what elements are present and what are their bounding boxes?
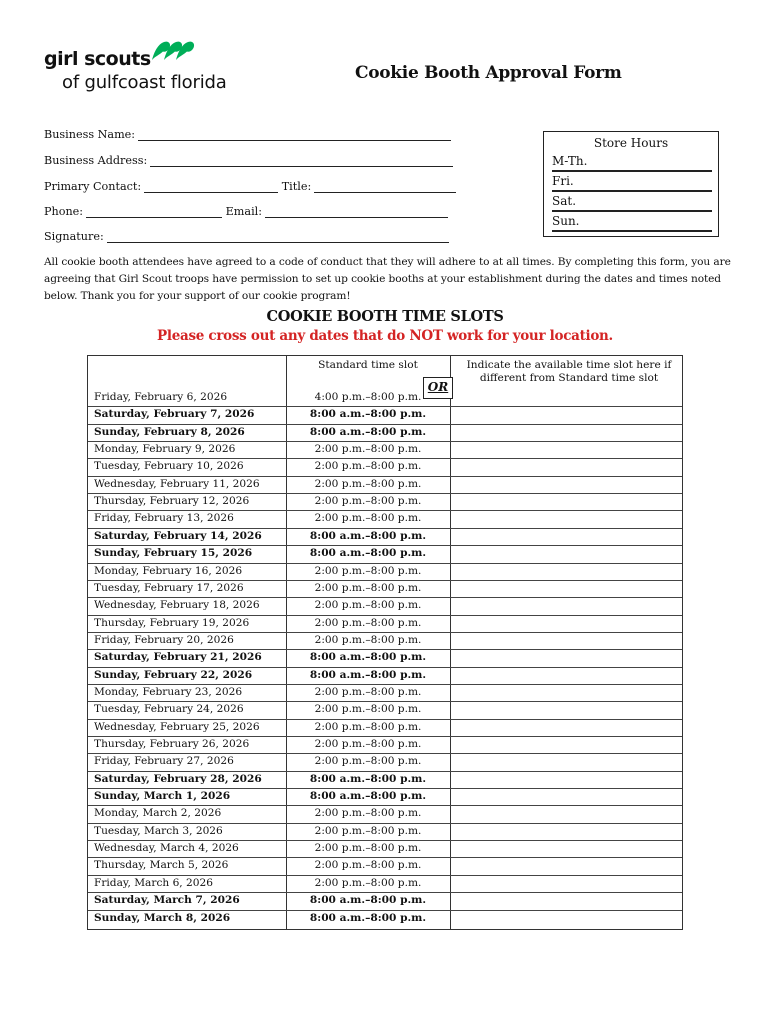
slot-date: Tuesday, February 10, 2026: [94, 460, 244, 473]
slot-time: 8:00 a.m.–8:00 p.m.: [309, 547, 427, 560]
slot-time: 2:00 p.m.–8:00 p.m.: [314, 842, 422, 855]
alternate-slot-cell[interactable]: [451, 649, 682, 666]
alternate-slot-cell[interactable]: [451, 424, 682, 441]
alternate-slot-cell[interactable]: [451, 805, 682, 822]
slot-time: 2:00 p.m.–8:00 p.m.: [314, 633, 422, 646]
row-divider: [88, 545, 682, 546]
row-divider: [88, 753, 682, 754]
alternate-slot-cell[interactable]: [451, 545, 682, 562]
table-row[interactable]: [88, 771, 682, 788]
table-row[interactable]: [88, 701, 682, 718]
or-badge: OR: [423, 377, 453, 399]
slot-time: 2:00 p.m.–8:00 p.m.: [314, 685, 422, 698]
slot-date: Thursday, February 26, 2026: [94, 738, 250, 750]
slot-date: Monday, February 23, 2026: [94, 685, 243, 698]
store-hours-mth[interactable]: M-Th.: [552, 152, 712, 172]
slots-subtitle: Please cross out any dates that do NOT work for your location.: [157, 328, 613, 344]
slot-time: 2:00 p.m.–8:00 p.m.: [314, 512, 422, 525]
slot-date: Sunday, February 8, 2026: [94, 425, 245, 438]
row-divider: [88, 580, 682, 581]
row-divider: [88, 528, 682, 529]
slot-date: Friday, February 27, 2026: [94, 755, 234, 768]
logo-line-1: girl scouts: [44, 48, 151, 70]
slot-date: Sunday, March 8, 2026: [94, 911, 231, 924]
slot-date: Sunday, March 1, 2026: [94, 790, 231, 803]
business-address-row: [44, 154, 453, 167]
alternate-slot-cell[interactable]: [451, 528, 682, 545]
signature-label: Signature:: [44, 230, 104, 243]
row-divider: [88, 458, 682, 459]
slot-date: Tuesday, February 17, 2026: [94, 581, 244, 594]
alternate-slot-cell[interactable]: [451, 476, 682, 493]
store-hours-sat[interactable]: Sat.: [552, 192, 712, 212]
slot-time: 2:00 p.m.–8:00 p.m.: [314, 460, 422, 473]
slot-date: Friday, February 6, 2026: [94, 391, 228, 403]
slot-time: 2:00 p.m.–8:00 p.m.: [314, 720, 422, 733]
alternate-slot-header: Indicate the available time slot here if different from Standard time slot: [466, 359, 672, 384]
business-address-field[interactable]: [150, 155, 453, 167]
table-row[interactable]: [88, 458, 682, 475]
table-row[interactable]: [88, 649, 682, 666]
primary-contact-field[interactable]: [144, 181, 278, 193]
alternate-slot-cell[interactable]: [451, 632, 682, 649]
row-divider: [88, 406, 682, 407]
row-divider: [88, 615, 682, 616]
row-divider: [88, 823, 682, 824]
alternate-slot-cell[interactable]: [451, 736, 682, 753]
table-row[interactable]: [88, 823, 682, 840]
slot-date: Monday, February 9, 2026: [94, 443, 236, 456]
alternate-slot-cell[interactable]: [451, 771, 682, 788]
slot-time: 2:00 p.m.–8:00 p.m.: [314, 581, 422, 594]
table-row[interactable]: [88, 580, 682, 597]
table-row[interactable]: [88, 406, 682, 423]
slot-time: 8:00 a.m.–8:00 p.m.: [309, 425, 427, 438]
store-hours-box: [543, 131, 719, 237]
slot-time: 2:00 p.m.–8:00 p.m.: [314, 477, 422, 490]
alternate-slot-cell[interactable]: [451, 441, 682, 458]
alternate-slot-cell[interactable]: [451, 615, 682, 632]
slot-date: Friday, February 20, 2026: [94, 633, 234, 646]
table-row[interactable]: [88, 857, 682, 874]
table-row[interactable]: [88, 545, 682, 562]
slot-date: Friday, February 13, 2026: [94, 512, 234, 525]
slot-date: Tuesday, March 3, 2026: [94, 824, 223, 837]
store-hours-title: Store Hours: [593, 136, 669, 150]
phone-row: [44, 205, 448, 218]
row-divider: [88, 476, 682, 477]
row-divider: [88, 892, 682, 893]
title-field[interactable]: [314, 181, 456, 193]
slot-time: 2:00 p.m.–8:00 p.m.: [314, 443, 422, 456]
slot-date: Saturday, February 14, 2026: [94, 529, 262, 542]
slot-time: 8:00 a.m.–8:00 p.m.: [309, 668, 427, 681]
store-hours-fri[interactable]: Fri.: [552, 172, 712, 192]
table-row[interactable]: [88, 840, 682, 857]
trefoil-icon: [150, 38, 202, 62]
slot-time: 2:00 p.m.–8:00 p.m.: [314, 703, 422, 716]
phone-field[interactable]: [86, 206, 222, 218]
table-row[interactable]: [88, 424, 682, 441]
table-row[interactable]: [88, 510, 682, 527]
row-divider: [88, 910, 682, 911]
alternate-slot-cell[interactable]: [451, 667, 682, 684]
alternate-slot-cell[interactable]: [451, 788, 682, 805]
table-row[interactable]: [88, 667, 682, 684]
slot-time: 2:00 p.m.–8:00 p.m.: [314, 859, 422, 872]
standard-slot-header: Standard time slot: [318, 359, 418, 371]
business-address-label: Business Address:: [44, 154, 148, 167]
table-row[interactable]: [88, 476, 682, 493]
email-label: Email:: [225, 205, 263, 218]
business-name-field[interactable]: [138, 129, 451, 141]
slot-date: Thursday, February 12, 2026: [94, 495, 250, 508]
business-name-label: Business Name:: [44, 128, 136, 141]
slot-date: Monday, March 2, 2026: [94, 807, 222, 820]
row-divider: [88, 719, 682, 720]
table-row[interactable]: [88, 719, 682, 736]
slot-date: Sunday, February 15, 2026: [94, 547, 253, 560]
slot-time: 2:00 p.m.–8:00 p.m.: [314, 738, 422, 750]
slot-time: 2:00 p.m.–8:00 p.m.: [314, 876, 422, 889]
signature-field[interactable]: [107, 231, 449, 243]
slots-title: COOKIE BOOTH TIME SLOTS: [266, 308, 504, 325]
row-divider: [88, 736, 682, 737]
alternate-slot-cell[interactable]: [451, 892, 682, 909]
alternate-slot-cell[interactable]: [451, 910, 682, 927]
business-name-row: [44, 128, 451, 141]
title-label: Title:: [281, 180, 312, 193]
alternate-slot-cell[interactable]: [451, 753, 682, 770]
alternate-slot-cell[interactable]: [451, 493, 682, 510]
slot-date: Wednesday, February 11, 2026: [94, 477, 260, 490]
alternate-slot-cell[interactable]: [451, 857, 682, 874]
intro-paragraph: All cookie booth attendees have agreed to a code of conduct that they will adhere to at all times. By completing this form, you are agreeing that Girl Scout troops have permission to set up cookie booths at your establishment during the dates and times noted below. Thank you for your support of our cookie program!: [44, 256, 731, 302]
slot-time: 8:00 a.m.–8:00 p.m.: [309, 408, 427, 421]
row-divider: [88, 701, 682, 702]
time-slot-table: [87, 355, 683, 930]
slot-time: 8:00 a.m.–8:00 p.m.: [309, 790, 427, 803]
primary-contact-row: [44, 180, 456, 193]
table-row[interactable]: [88, 441, 682, 458]
slot-date: Wednesday, February 18, 2026: [94, 599, 260, 612]
slot-date: Wednesday, February 25, 2026: [94, 720, 260, 733]
alternate-slot-cell[interactable]: [451, 823, 682, 840]
row-divider: [88, 875, 682, 876]
slot-time: 8:00 a.m.–8:00 p.m.: [309, 894, 427, 907]
row-divider: [88, 805, 682, 806]
store-hours-sun[interactable]: Sun.: [552, 212, 712, 232]
alternate-slot-cell[interactable]: [451, 389, 682, 406]
alternate-slot-cell[interactable]: [451, 406, 682, 423]
phone-label: Phone:: [44, 205, 84, 218]
row-divider: [88, 684, 682, 685]
organization-logo: [44, 38, 244, 100]
alternate-slot-cell[interactable]: [451, 719, 682, 736]
table-row[interactable]: [88, 528, 682, 545]
table-row[interactable]: [88, 753, 682, 770]
slot-date: Tuesday, February 24, 2026: [94, 703, 244, 716]
email-field[interactable]: [265, 206, 448, 218]
slot-time: 8:00 a.m.–8:00 p.m.: [309, 772, 427, 785]
slot-time: 4:00 p.m.–8:00 p.m.: [314, 391, 422, 403]
table-row[interactable]: [88, 910, 682, 927]
row-divider: [88, 632, 682, 633]
slot-time: 8:00 a.m.–8:00 p.m.: [309, 651, 427, 664]
table-row[interactable]: [88, 563, 682, 580]
row-divider: [88, 771, 682, 772]
alternate-slot-cell[interactable]: [451, 684, 682, 701]
slot-date: Monday, February 16, 2026: [94, 564, 243, 577]
slot-time: 2:00 p.m.–8:00 p.m.: [314, 564, 422, 577]
alternate-slot-cell[interactable]: [451, 510, 682, 527]
slot-time: 2:00 p.m.–8:00 p.m.: [314, 599, 422, 612]
slot-time: 2:00 p.m.–8:00 p.m.: [314, 824, 422, 837]
table-row[interactable]: [88, 875, 682, 892]
row-divider: [88, 563, 682, 564]
row-divider: [88, 493, 682, 494]
slot-date: Thursday, February 19, 2026: [94, 616, 250, 629]
alternate-slot-cell[interactable]: [451, 701, 682, 718]
alternate-slot-cell[interactable]: [451, 563, 682, 580]
row-divider: [88, 510, 682, 511]
alternate-slot-cell[interactable]: [451, 875, 682, 892]
row-divider: [88, 441, 682, 442]
slot-time: 8:00 a.m.–8:00 p.m.: [309, 529, 427, 542]
slot-date: Thursday, March 5, 2026: [94, 859, 229, 872]
slot-date: Saturday, March 7, 2026: [94, 894, 240, 907]
slot-date: Wednesday, March 4, 2026: [94, 842, 239, 855]
slot-date: Friday, March 6, 2026: [94, 876, 213, 889]
table-row[interactable]: [88, 615, 682, 632]
slot-time: 2:00 p.m.–8:00 p.m.: [314, 495, 422, 508]
row-divider: [88, 597, 682, 598]
slot-time: 2:00 p.m.–8:00 p.m.: [314, 616, 422, 629]
slot-date: Saturday, February 28, 2026: [94, 772, 262, 785]
slot-date: Saturday, February 21, 2026: [94, 651, 262, 664]
signature-row: [44, 230, 449, 243]
table-row[interactable]: [88, 892, 682, 909]
row-divider: [88, 857, 682, 858]
logo-line-2: of gulfcoast florida: [62, 72, 227, 93]
slot-time: 2:00 p.m.–8:00 p.m.: [314, 807, 422, 820]
slot-date: Sunday, February 22, 2026: [94, 668, 253, 681]
primary-contact-label: Primary Contact:: [44, 180, 142, 193]
alternate-slot-cell[interactable]: [451, 840, 682, 857]
slot-time: 8:00 a.m.–8:00 p.m.: [309, 911, 427, 924]
form-title: Cookie Booth Approval Form: [355, 63, 622, 83]
table-row[interactable]: [88, 493, 682, 510]
row-divider: [88, 788, 682, 789]
table-row[interactable]: [88, 389, 682, 406]
row-divider: [88, 424, 682, 425]
row-divider: [88, 649, 682, 650]
table-row[interactable]: [88, 632, 682, 649]
alternate-slot-cell[interactable]: [451, 597, 682, 614]
table-row[interactable]: [88, 684, 682, 701]
row-divider: [88, 667, 682, 668]
table-row[interactable]: [88, 736, 682, 753]
alternate-slot-cell[interactable]: [451, 458, 682, 475]
slot-date: Saturday, February 7, 2026: [94, 408, 255, 421]
row-divider: [88, 840, 682, 841]
table-row[interactable]: [88, 805, 682, 822]
alternate-slot-cell[interactable]: [451, 580, 682, 597]
table-row[interactable]: [88, 597, 682, 614]
table-row[interactable]: [88, 788, 682, 805]
slot-time: 2:00 p.m.–8:00 p.m.: [314, 755, 422, 768]
